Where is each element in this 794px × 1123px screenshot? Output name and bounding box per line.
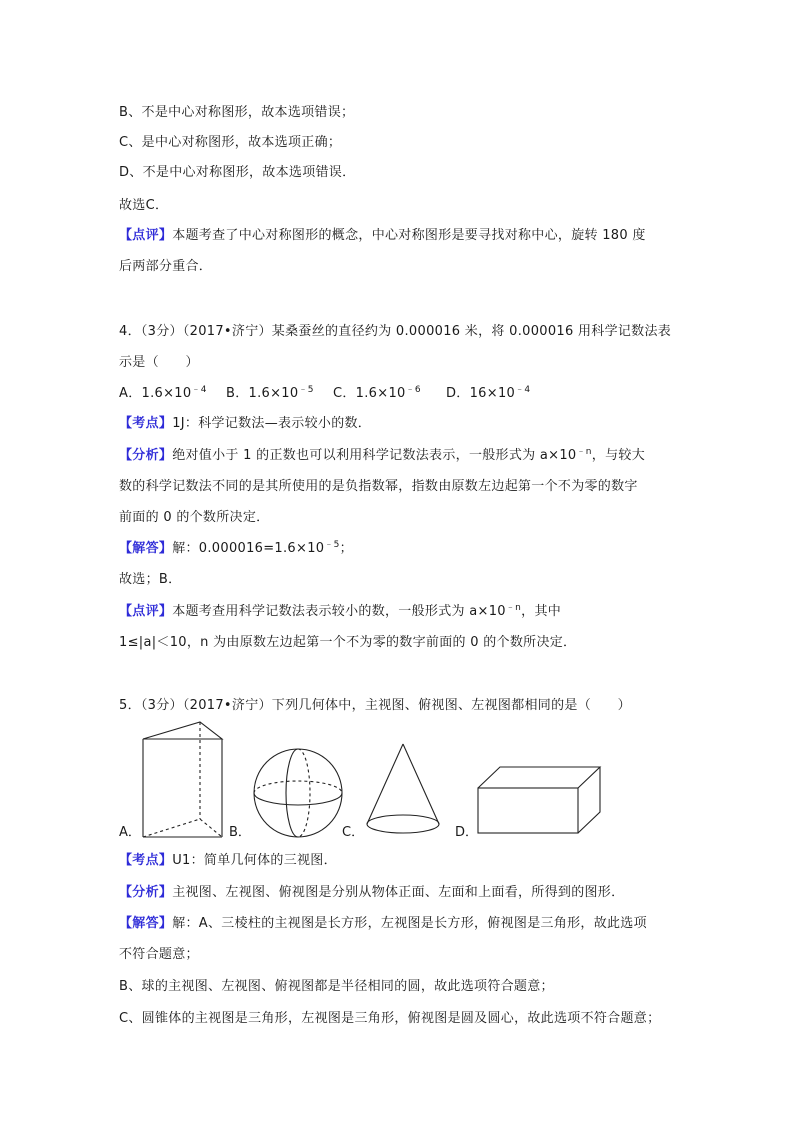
question-4-stem: 4．（3分）（2017•济宁）某桑蚕丝的直径约为 0.000016 米，将 0.000016 用科学记数法表 (119, 324, 672, 339)
text-line: C、圆锥体的主视图是三角形，左视图是三角形，俯视图是圆及圆心，故此选项不符合题意； (119, 1011, 661, 1026)
figure-label-d: D． (455, 825, 479, 840)
cone-figure (365, 743, 441, 839)
question-5-stem: 5．（3分）（2017•济宁）下列几何体中，主视图、俯视图、左视图都相同的是（ ） (119, 698, 631, 713)
comment-line (119, 227, 646, 245)
text-line: 不符合题意； (119, 947, 199, 962)
option-a: A．$1.6\times 10^{﹣4}$ (119, 385, 207, 401)
prism-figure (142, 721, 227, 839)
cuboid-figure (477, 766, 602, 836)
jieda-line: 【解答】解：$0.000016=1.6\times 10^{﹣5}$； (119, 540, 353, 556)
dianping-line: 【点评】本题考查用科学记数法表示较小的数，一般形式为 $a\times 10^{﹣n}$，其中 (119, 603, 562, 619)
kaodian-tag: 【考点】 (119, 416, 173, 431)
option-d: D．$16\times 10^{﹣4}$ (446, 385, 531, 401)
fenxi-tag: 【分析】 (119, 885, 173, 900)
solids-figure (119, 718, 679, 843)
dianping-text: 本题考查了中心对称图形的概念，中心对称图形是要寻找对称中心，旋转 180 度 (172, 228, 646, 243)
text-line: B、不是中心对称图形，故本选项错误； (119, 105, 355, 120)
kaodian-line (119, 415, 371, 433)
kaodian-tag: 【考点】 (119, 853, 173, 868)
jieda-tag: 【解答】 (119, 541, 173, 556)
jieda-line: 【解答】解：A、三棱柱的主视图是长方形，左视图是长方形，俯视图是三角形，故此选项 (119, 916, 647, 931)
sphere-figure (252, 747, 344, 839)
fenxi-tag: 【分析】 (119, 448, 173, 463)
text-line: B、球的主视图、左视图、俯视图都是半径相同的圆，故此选项符合题意； (119, 979, 554, 994)
jieda-tag: 【解答】 (119, 916, 173, 931)
kaodian-text: 1J：科学记数法—表示较小的数． (172, 416, 372, 431)
text-line: 数的科学记数法不同的是其所使用的是负指数幂，指数由原数左边起第一个不为零的数字 (119, 479, 638, 494)
text-line: D、不是中心对称图形，故本选项错误． (119, 165, 356, 180)
option-c: C．$1.6\times 10^{﹣6}$ (333, 385, 421, 401)
figure-label-c: C． (342, 825, 365, 840)
answer-line: 故选；B． (119, 572, 182, 587)
text-line: 前面的 0 的个数所决定． (119, 510, 270, 525)
text-line: 故选C． (119, 198, 169, 213)
text-line: 1≤|a|＜10，n 为由原数左边起第一个不为零的数字前面的 0 的个数所决定． (119, 635, 577, 650)
kaodian-line: 【考点】U1：简单几何体的三视图． (119, 853, 337, 868)
text-line: 后两部分重合． (119, 259, 213, 274)
dianping-tag: 【点评】 (119, 604, 173, 619)
figure-label-a: A． (119, 825, 141, 840)
figure-label-b: B． (229, 825, 251, 840)
fenxi-line: 【分析】绝对值小于 1 的正数也可以利用科学记数法表示，一般形式为 $a\times 10^{﹣n}$，与较大 (119, 447, 645, 463)
question-4-stem-cont: 示是（ ） (119, 355, 199, 370)
dianping-tag: 【点评】 (119, 228, 173, 243)
option-b: B．$1.6\times 10^{﹣5}$ (226, 385, 314, 401)
fenxi-line: 【分析】主视图、左视图、俯视图是分别从物体正面、左面和上面看，所得到的图形． (119, 885, 625, 900)
question-4-options (119, 385, 530, 403)
text-line: C、是中心对称图形，故本选项正确； (119, 135, 342, 150)
